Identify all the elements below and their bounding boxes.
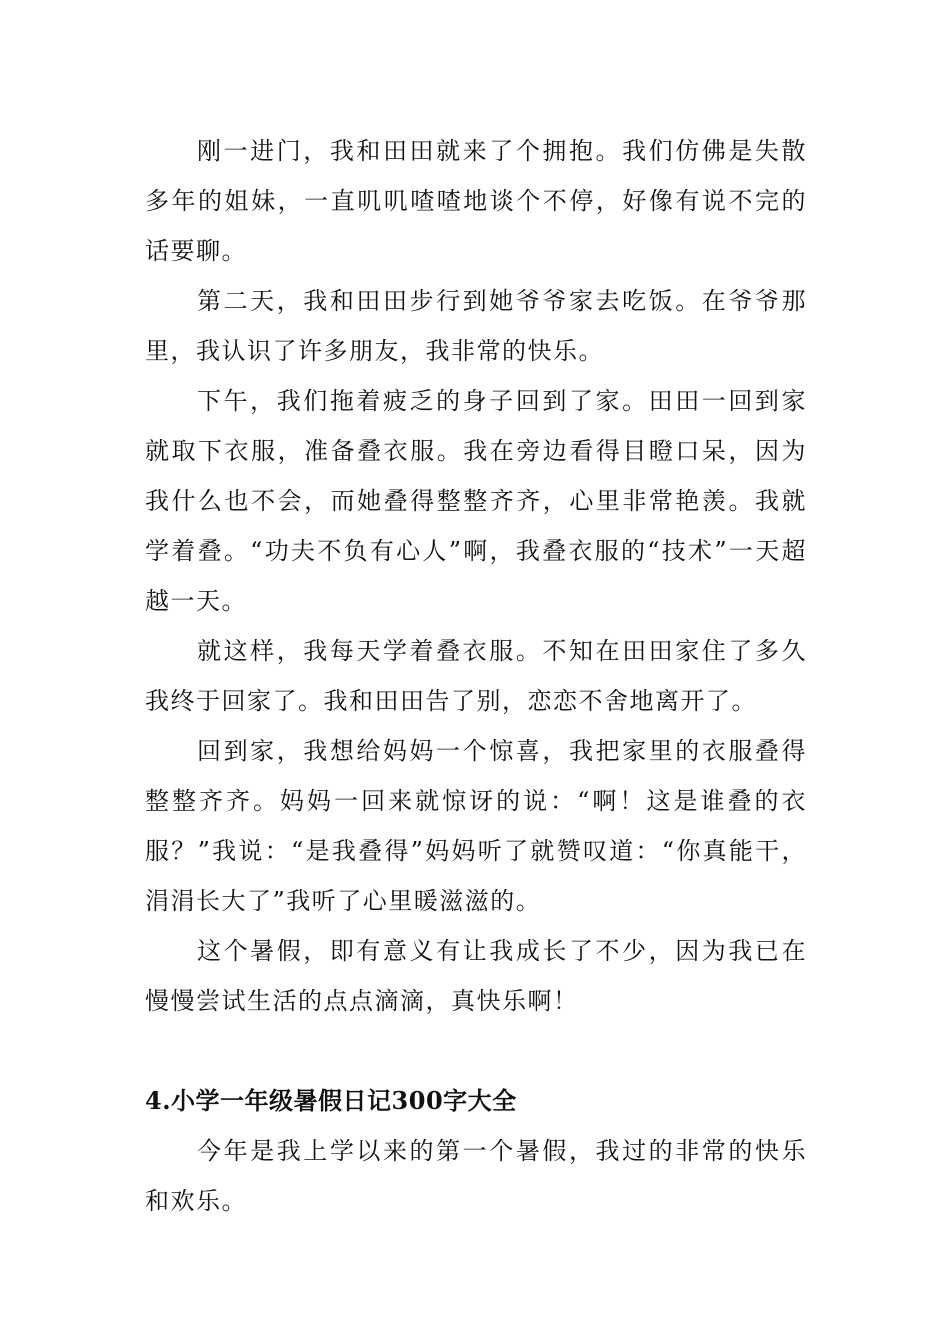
paragraph-surprise-mom: 回到家，我想给妈妈一个惊喜，我把家里的衣服叠得整整齐齐。妈妈一回来就惊讶的说：“啊！这是谁叠的衣服？”我说：“是我叠得”妈妈听了就赞叹道：“你真能干，涓涓长大了”我听了心里暖滋滋的。 [145, 737, 807, 915]
document-body [145, 126, 807, 1226]
section-heading: 4.小学一年级暑假日记300字大全 [145, 1086, 517, 1115]
paragraph-summer-conclusion: 这个暑假，即有意义有让我成长了不少，因为我已在慢慢尝试生活的点点滴滴，真快乐啊！ [145, 937, 807, 1015]
paragraph-grandpa-visit: 第二天，我和田田步行到她爷爷家去吃饭。在爷爷那里，我认识了许多朋友，我非常的快乐。 [145, 287, 807, 365]
paragraph-arrival-hug: 刚一进门，我和田田就来了个拥抱。我们仿佛是失散多年的姐妹，一直叽叽喳喳地谈个不停，好像有说不完的话要聊。 [145, 137, 807, 265]
paragraph-going-home: 就这样，我每天学着叠衣服。不知在田田家住了多久我终于回家了。我和田田告了别，恋恋不舍地离开了。 [145, 637, 807, 715]
section-spacer [145, 1026, 807, 1076]
paragraph-first-summer: 今年是我上学以来的第一个暑假，我过的非常的快乐和欢乐。 [145, 1137, 807, 1215]
paragraph-folding-clothes: 下午，我们拖着疲乏的身子回到了家。田田一回到家就取下衣服，准备叠衣服。我在旁边看得目瞪口呆，因为我什么也不会，而她叠得整整齐齐，心里非常艳羡。我就学着叠。“功夫不负有心人”啊，我叠衣服的“技术”一天超越一天。 [145, 387, 807, 615]
